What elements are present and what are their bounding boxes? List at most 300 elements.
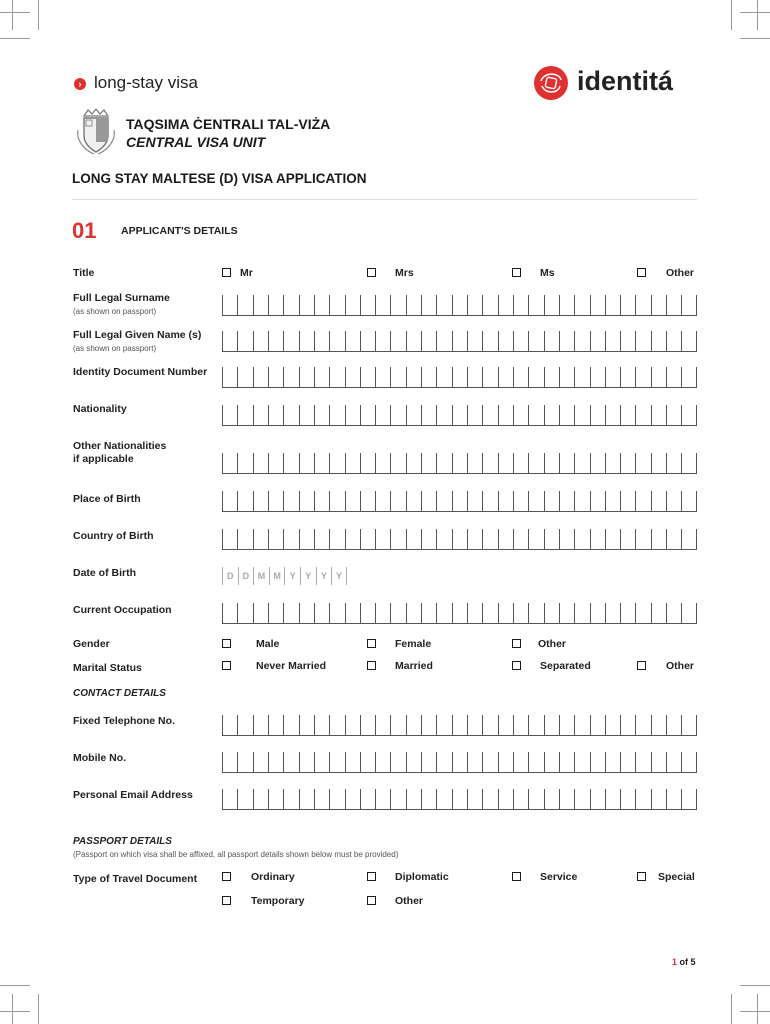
char-cell[interactable] — [421, 752, 436, 772]
char-cell[interactable] — [620, 752, 635, 772]
char-cell[interactable] — [314, 603, 329, 623]
dob-year-cell[interactable]: Y — [300, 567, 316, 585]
char-cell[interactable] — [681, 715, 696, 735]
char-cell[interactable] — [513, 331, 528, 351]
title-other-checkbox[interactable] — [637, 268, 646, 277]
char-cell[interactable] — [436, 405, 451, 425]
char-cell[interactable] — [528, 453, 543, 473]
char-cell[interactable] — [268, 491, 283, 511]
char-cell[interactable] — [329, 367, 344, 387]
char-cell[interactable] — [299, 367, 314, 387]
char-cell[interactable] — [314, 789, 329, 809]
char-cell[interactable] — [222, 789, 237, 809]
char-cell[interactable] — [467, 295, 482, 315]
char-cell[interactable] — [329, 331, 344, 351]
char-cell[interactable] — [329, 405, 344, 425]
char-cell[interactable] — [222, 331, 237, 351]
char-cell[interactable] — [635, 603, 650, 623]
char-cell[interactable] — [345, 715, 360, 735]
id-number-input[interactable] — [222, 367, 697, 388]
char-cell[interactable] — [651, 491, 666, 511]
char-cell[interactable] — [375, 715, 390, 735]
char-cell[interactable] — [345, 491, 360, 511]
char-cell[interactable] — [360, 715, 375, 735]
char-cell[interactable] — [528, 603, 543, 623]
char-cell[interactable] — [222, 603, 237, 623]
char-cell[interactable] — [681, 529, 696, 549]
char-cell[interactable] — [467, 529, 482, 549]
char-cell[interactable] — [237, 331, 252, 351]
char-cell[interactable] — [452, 491, 467, 511]
char-cell[interactable] — [574, 789, 589, 809]
char-cell[interactable] — [406, 715, 421, 735]
char-cell[interactable] — [605, 603, 620, 623]
char-cell[interactable] — [222, 491, 237, 511]
char-cell[interactable] — [283, 405, 298, 425]
char-cell[interactable] — [574, 295, 589, 315]
title-mr-checkbox[interactable] — [222, 268, 231, 277]
char-cell[interactable] — [375, 331, 390, 351]
char-cell[interactable] — [452, 752, 467, 772]
char-cell[interactable] — [605, 295, 620, 315]
char-cell[interactable] — [651, 367, 666, 387]
char-cell[interactable] — [345, 295, 360, 315]
char-cell[interactable] — [605, 367, 620, 387]
char-cell[interactable] — [528, 367, 543, 387]
char-cell[interactable] — [222, 715, 237, 735]
char-cell[interactable] — [406, 405, 421, 425]
char-cell[interactable] — [329, 789, 344, 809]
char-cell[interactable] — [253, 367, 268, 387]
char-cell[interactable] — [436, 367, 451, 387]
char-cell[interactable] — [513, 453, 528, 473]
char-cell[interactable] — [390, 295, 405, 315]
char-cell[interactable] — [513, 295, 528, 315]
char-cell[interactable] — [268, 367, 283, 387]
char-cell[interactable] — [544, 752, 559, 772]
char-cell[interactable] — [620, 367, 635, 387]
char-cell[interactable] — [283, 752, 298, 772]
char-cell[interactable] — [436, 295, 451, 315]
char-cell[interactable] — [666, 453, 681, 473]
char-cell[interactable] — [268, 453, 283, 473]
char-cell[interactable] — [681, 453, 696, 473]
char-cell[interactable] — [406, 789, 421, 809]
char-cell[interactable] — [421, 603, 436, 623]
occupation-input[interactable] — [222, 603, 697, 624]
char-cell[interactable] — [590, 453, 605, 473]
char-cell[interactable] — [635, 367, 650, 387]
char-cell[interactable] — [406, 453, 421, 473]
char-cell[interactable] — [681, 295, 696, 315]
char-cell[interactable] — [268, 715, 283, 735]
char-cell[interactable] — [253, 331, 268, 351]
other-nationalities-input[interactable] — [222, 453, 697, 474]
char-cell[interactable] — [666, 529, 681, 549]
char-cell[interactable] — [635, 491, 650, 511]
char-cell[interactable] — [360, 367, 375, 387]
char-cell[interactable] — [390, 752, 405, 772]
char-cell[interactable] — [283, 491, 298, 511]
char-cell[interactable] — [222, 453, 237, 473]
dob-year-cell[interactable]: Y — [284, 567, 300, 585]
char-cell[interactable] — [528, 789, 543, 809]
char-cell[interactable] — [345, 529, 360, 549]
char-cell[interactable] — [513, 491, 528, 511]
char-cell[interactable] — [360, 789, 375, 809]
char-cell[interactable] — [452, 529, 467, 549]
char-cell[interactable] — [574, 405, 589, 425]
doc-ordinary-checkbox[interactable] — [222, 872, 231, 881]
char-cell[interactable] — [559, 331, 574, 351]
char-cell[interactable] — [666, 331, 681, 351]
char-cell[interactable] — [406, 491, 421, 511]
char-cell[interactable] — [482, 367, 497, 387]
marital-other-checkbox[interactable] — [637, 661, 646, 670]
char-cell[interactable] — [559, 715, 574, 735]
char-cell[interactable] — [237, 603, 252, 623]
char-cell[interactable] — [375, 603, 390, 623]
char-cell[interactable] — [544, 529, 559, 549]
char-cell[interactable] — [375, 491, 390, 511]
gender-other-checkbox[interactable] — [512, 639, 521, 648]
char-cell[interactable] — [452, 331, 467, 351]
char-cell[interactable] — [605, 789, 620, 809]
char-cell[interactable] — [375, 295, 390, 315]
char-cell[interactable] — [651, 331, 666, 351]
char-cell[interactable] — [421, 453, 436, 473]
char-cell[interactable] — [283, 715, 298, 735]
title-mrs-checkbox[interactable] — [367, 268, 376, 277]
char-cell[interactable] — [283, 367, 298, 387]
char-cell[interactable] — [620, 529, 635, 549]
char-cell[interactable] — [237, 529, 252, 549]
char-cell[interactable] — [635, 405, 650, 425]
char-cell[interactable] — [329, 715, 344, 735]
char-cell[interactable] — [559, 491, 574, 511]
char-cell[interactable] — [253, 603, 268, 623]
char-cell[interactable] — [467, 752, 482, 772]
char-cell[interactable] — [375, 789, 390, 809]
char-cell[interactable] — [390, 715, 405, 735]
char-cell[interactable] — [605, 491, 620, 511]
char-cell[interactable] — [390, 453, 405, 473]
char-cell[interactable] — [574, 752, 589, 772]
char-cell[interactable] — [283, 453, 298, 473]
char-cell[interactable] — [314, 529, 329, 549]
char-cell[interactable] — [268, 789, 283, 809]
char-cell[interactable] — [482, 789, 497, 809]
char-cell[interactable] — [299, 752, 314, 772]
char-cell[interactable] — [283, 789, 298, 809]
char-cell[interactable] — [406, 295, 421, 315]
char-cell[interactable] — [452, 789, 467, 809]
char-cell[interactable] — [253, 752, 268, 772]
place-of-birth-input[interactable] — [222, 491, 697, 512]
char-cell[interactable] — [681, 789, 696, 809]
char-cell[interactable] — [467, 405, 482, 425]
surname-input[interactable] — [222, 295, 697, 316]
dob-year-cell[interactable]: Y — [316, 567, 332, 585]
char-cell[interactable] — [605, 752, 620, 772]
nationality-input[interactable] — [222, 405, 697, 426]
char-cell[interactable] — [345, 405, 360, 425]
char-cell[interactable] — [544, 295, 559, 315]
char-cell[interactable] — [467, 367, 482, 387]
char-cell[interactable] — [681, 491, 696, 511]
char-cell[interactable] — [620, 331, 635, 351]
char-cell[interactable] — [498, 715, 513, 735]
char-cell[interactable] — [314, 405, 329, 425]
dob-day-cell[interactable]: D — [222, 567, 238, 585]
doc-special-checkbox[interactable] — [637, 872, 646, 881]
char-cell[interactable] — [590, 405, 605, 425]
char-cell[interactable] — [237, 789, 252, 809]
char-cell[interactable] — [436, 715, 451, 735]
char-cell[interactable] — [375, 529, 390, 549]
char-cell[interactable] — [299, 405, 314, 425]
char-cell[interactable] — [544, 715, 559, 735]
char-cell[interactable] — [651, 603, 666, 623]
char-cell[interactable] — [421, 295, 436, 315]
char-cell[interactable] — [590, 529, 605, 549]
char-cell[interactable] — [452, 367, 467, 387]
char-cell[interactable] — [283, 295, 298, 315]
char-cell[interactable] — [559, 789, 574, 809]
doc-service-checkbox[interactable] — [512, 872, 521, 881]
char-cell[interactable] — [452, 715, 467, 735]
char-cell[interactable] — [314, 491, 329, 511]
char-cell[interactable] — [360, 491, 375, 511]
char-cell[interactable] — [498, 529, 513, 549]
char-cell[interactable] — [528, 331, 543, 351]
char-cell[interactable] — [574, 715, 589, 735]
char-cell[interactable] — [544, 367, 559, 387]
char-cell[interactable] — [590, 789, 605, 809]
country-of-birth-input[interactable] — [222, 529, 697, 550]
char-cell[interactable] — [559, 295, 574, 315]
char-cell[interactable] — [314, 715, 329, 735]
gender-female-checkbox[interactable] — [367, 639, 376, 648]
char-cell[interactable] — [406, 752, 421, 772]
char-cell[interactable] — [329, 491, 344, 511]
char-cell[interactable] — [268, 331, 283, 351]
char-cell[interactable] — [590, 752, 605, 772]
char-cell[interactable] — [651, 789, 666, 809]
char-cell[interactable] — [620, 789, 635, 809]
marital-never-married-checkbox[interactable] — [222, 661, 231, 670]
char-cell[interactable] — [436, 453, 451, 473]
char-cell[interactable] — [528, 295, 543, 315]
char-cell[interactable] — [666, 603, 681, 623]
char-cell[interactable] — [406, 367, 421, 387]
char-cell[interactable] — [237, 295, 252, 315]
char-cell[interactable] — [666, 715, 681, 735]
char-cell[interactable] — [498, 295, 513, 315]
char-cell[interactable] — [237, 405, 252, 425]
char-cell[interactable] — [390, 491, 405, 511]
char-cell[interactable] — [345, 331, 360, 351]
char-cell[interactable] — [436, 529, 451, 549]
char-cell[interactable] — [574, 367, 589, 387]
char-cell[interactable] — [498, 603, 513, 623]
mobile-input[interactable] — [222, 752, 697, 773]
char-cell[interactable] — [620, 405, 635, 425]
char-cell[interactable] — [329, 603, 344, 623]
char-cell[interactable] — [237, 367, 252, 387]
char-cell[interactable] — [299, 789, 314, 809]
char-cell[interactable] — [314, 367, 329, 387]
char-cell[interactable] — [222, 405, 237, 425]
char-cell[interactable] — [390, 789, 405, 809]
char-cell[interactable] — [452, 405, 467, 425]
char-cell[interactable] — [651, 295, 666, 315]
title-ms-checkbox[interactable] — [512, 268, 521, 277]
char-cell[interactable] — [237, 715, 252, 735]
char-cell[interactable] — [590, 491, 605, 511]
char-cell[interactable] — [574, 331, 589, 351]
char-cell[interactable] — [314, 295, 329, 315]
char-cell[interactable] — [421, 491, 436, 511]
char-cell[interactable] — [605, 529, 620, 549]
char-cell[interactable] — [620, 453, 635, 473]
char-cell[interactable] — [605, 331, 620, 351]
char-cell[interactable] — [283, 603, 298, 623]
char-cell[interactable] — [299, 453, 314, 473]
char-cell[interactable] — [513, 405, 528, 425]
char-cell[interactable] — [544, 331, 559, 351]
fixed-phone-input[interactable] — [222, 715, 697, 736]
char-cell[interactable] — [681, 752, 696, 772]
char-cell[interactable] — [651, 453, 666, 473]
char-cell[interactable] — [528, 752, 543, 772]
char-cell[interactable] — [253, 529, 268, 549]
char-cell[interactable] — [253, 453, 268, 473]
char-cell[interactable] — [482, 529, 497, 549]
char-cell[interactable] — [467, 331, 482, 351]
char-cell[interactable] — [482, 331, 497, 351]
char-cell[interactable] — [345, 367, 360, 387]
char-cell[interactable] — [375, 367, 390, 387]
char-cell[interactable] — [651, 405, 666, 425]
char-cell[interactable] — [605, 453, 620, 473]
char-cell[interactable] — [528, 491, 543, 511]
char-cell[interactable] — [482, 453, 497, 473]
dob-month-cell[interactable]: M — [269, 567, 285, 585]
char-cell[interactable] — [253, 715, 268, 735]
char-cell[interactable] — [681, 603, 696, 623]
char-cell[interactable] — [283, 529, 298, 549]
char-cell[interactable] — [635, 529, 650, 549]
char-cell[interactable] — [544, 491, 559, 511]
char-cell[interactable] — [375, 453, 390, 473]
char-cell[interactable] — [268, 529, 283, 549]
char-cell[interactable] — [498, 789, 513, 809]
char-cell[interactable] — [513, 603, 528, 623]
char-cell[interactable] — [635, 715, 650, 735]
char-cell[interactable] — [635, 752, 650, 772]
char-cell[interactable] — [559, 405, 574, 425]
char-cell[interactable] — [421, 789, 436, 809]
char-cell[interactable] — [237, 491, 252, 511]
char-cell[interactable] — [559, 752, 574, 772]
char-cell[interactable] — [635, 331, 650, 351]
char-cell[interactable] — [666, 405, 681, 425]
gender-male-checkbox[interactable] — [222, 639, 231, 648]
doc-other-checkbox[interactable] — [367, 896, 376, 905]
char-cell[interactable] — [436, 789, 451, 809]
char-cell[interactable] — [421, 529, 436, 549]
char-cell[interactable] — [436, 603, 451, 623]
char-cell[interactable] — [360, 603, 375, 623]
char-cell[interactable] — [666, 752, 681, 772]
char-cell[interactable] — [360, 752, 375, 772]
dob-year-cell[interactable]: Y — [331, 567, 347, 585]
char-cell[interactable] — [390, 603, 405, 623]
char-cell[interactable] — [299, 491, 314, 511]
char-cell[interactable] — [544, 789, 559, 809]
dob-day-cell[interactable]: D — [238, 567, 254, 585]
char-cell[interactable] — [421, 367, 436, 387]
char-cell[interactable] — [345, 789, 360, 809]
char-cell[interactable] — [528, 715, 543, 735]
char-cell[interactable] — [375, 752, 390, 772]
char-cell[interactable] — [513, 715, 528, 735]
char-cell[interactable] — [436, 491, 451, 511]
char-cell[interactable] — [299, 603, 314, 623]
char-cell[interactable] — [299, 715, 314, 735]
char-cell[interactable] — [666, 367, 681, 387]
char-cell[interactable] — [467, 491, 482, 511]
char-cell[interactable] — [329, 752, 344, 772]
char-cell[interactable] — [482, 405, 497, 425]
char-cell[interactable] — [467, 789, 482, 809]
char-cell[interactable] — [421, 405, 436, 425]
char-cell[interactable] — [590, 331, 605, 351]
char-cell[interactable] — [681, 331, 696, 351]
char-cell[interactable] — [544, 603, 559, 623]
char-cell[interactable] — [605, 715, 620, 735]
char-cell[interactable] — [390, 367, 405, 387]
char-cell[interactable] — [482, 715, 497, 735]
char-cell[interactable] — [620, 715, 635, 735]
given-name-input[interactable] — [222, 331, 697, 352]
char-cell[interactable] — [635, 295, 650, 315]
char-cell[interactable] — [452, 453, 467, 473]
char-cell[interactable] — [283, 331, 298, 351]
char-cell[interactable] — [299, 295, 314, 315]
char-cell[interactable] — [544, 405, 559, 425]
char-cell[interactable] — [559, 453, 574, 473]
char-cell[interactable] — [590, 295, 605, 315]
char-cell[interactable] — [237, 752, 252, 772]
char-cell[interactable] — [635, 789, 650, 809]
char-cell[interactable] — [222, 752, 237, 772]
char-cell[interactable] — [498, 491, 513, 511]
char-cell[interactable] — [222, 295, 237, 315]
char-cell[interactable] — [513, 367, 528, 387]
char-cell[interactable] — [620, 603, 635, 623]
char-cell[interactable] — [482, 603, 497, 623]
char-cell[interactable] — [528, 529, 543, 549]
char-cell[interactable] — [605, 405, 620, 425]
char-cell[interactable] — [360, 453, 375, 473]
char-cell[interactable] — [329, 453, 344, 473]
char-cell[interactable] — [498, 367, 513, 387]
char-cell[interactable] — [482, 752, 497, 772]
char-cell[interactable] — [268, 603, 283, 623]
char-cell[interactable] — [421, 331, 436, 351]
